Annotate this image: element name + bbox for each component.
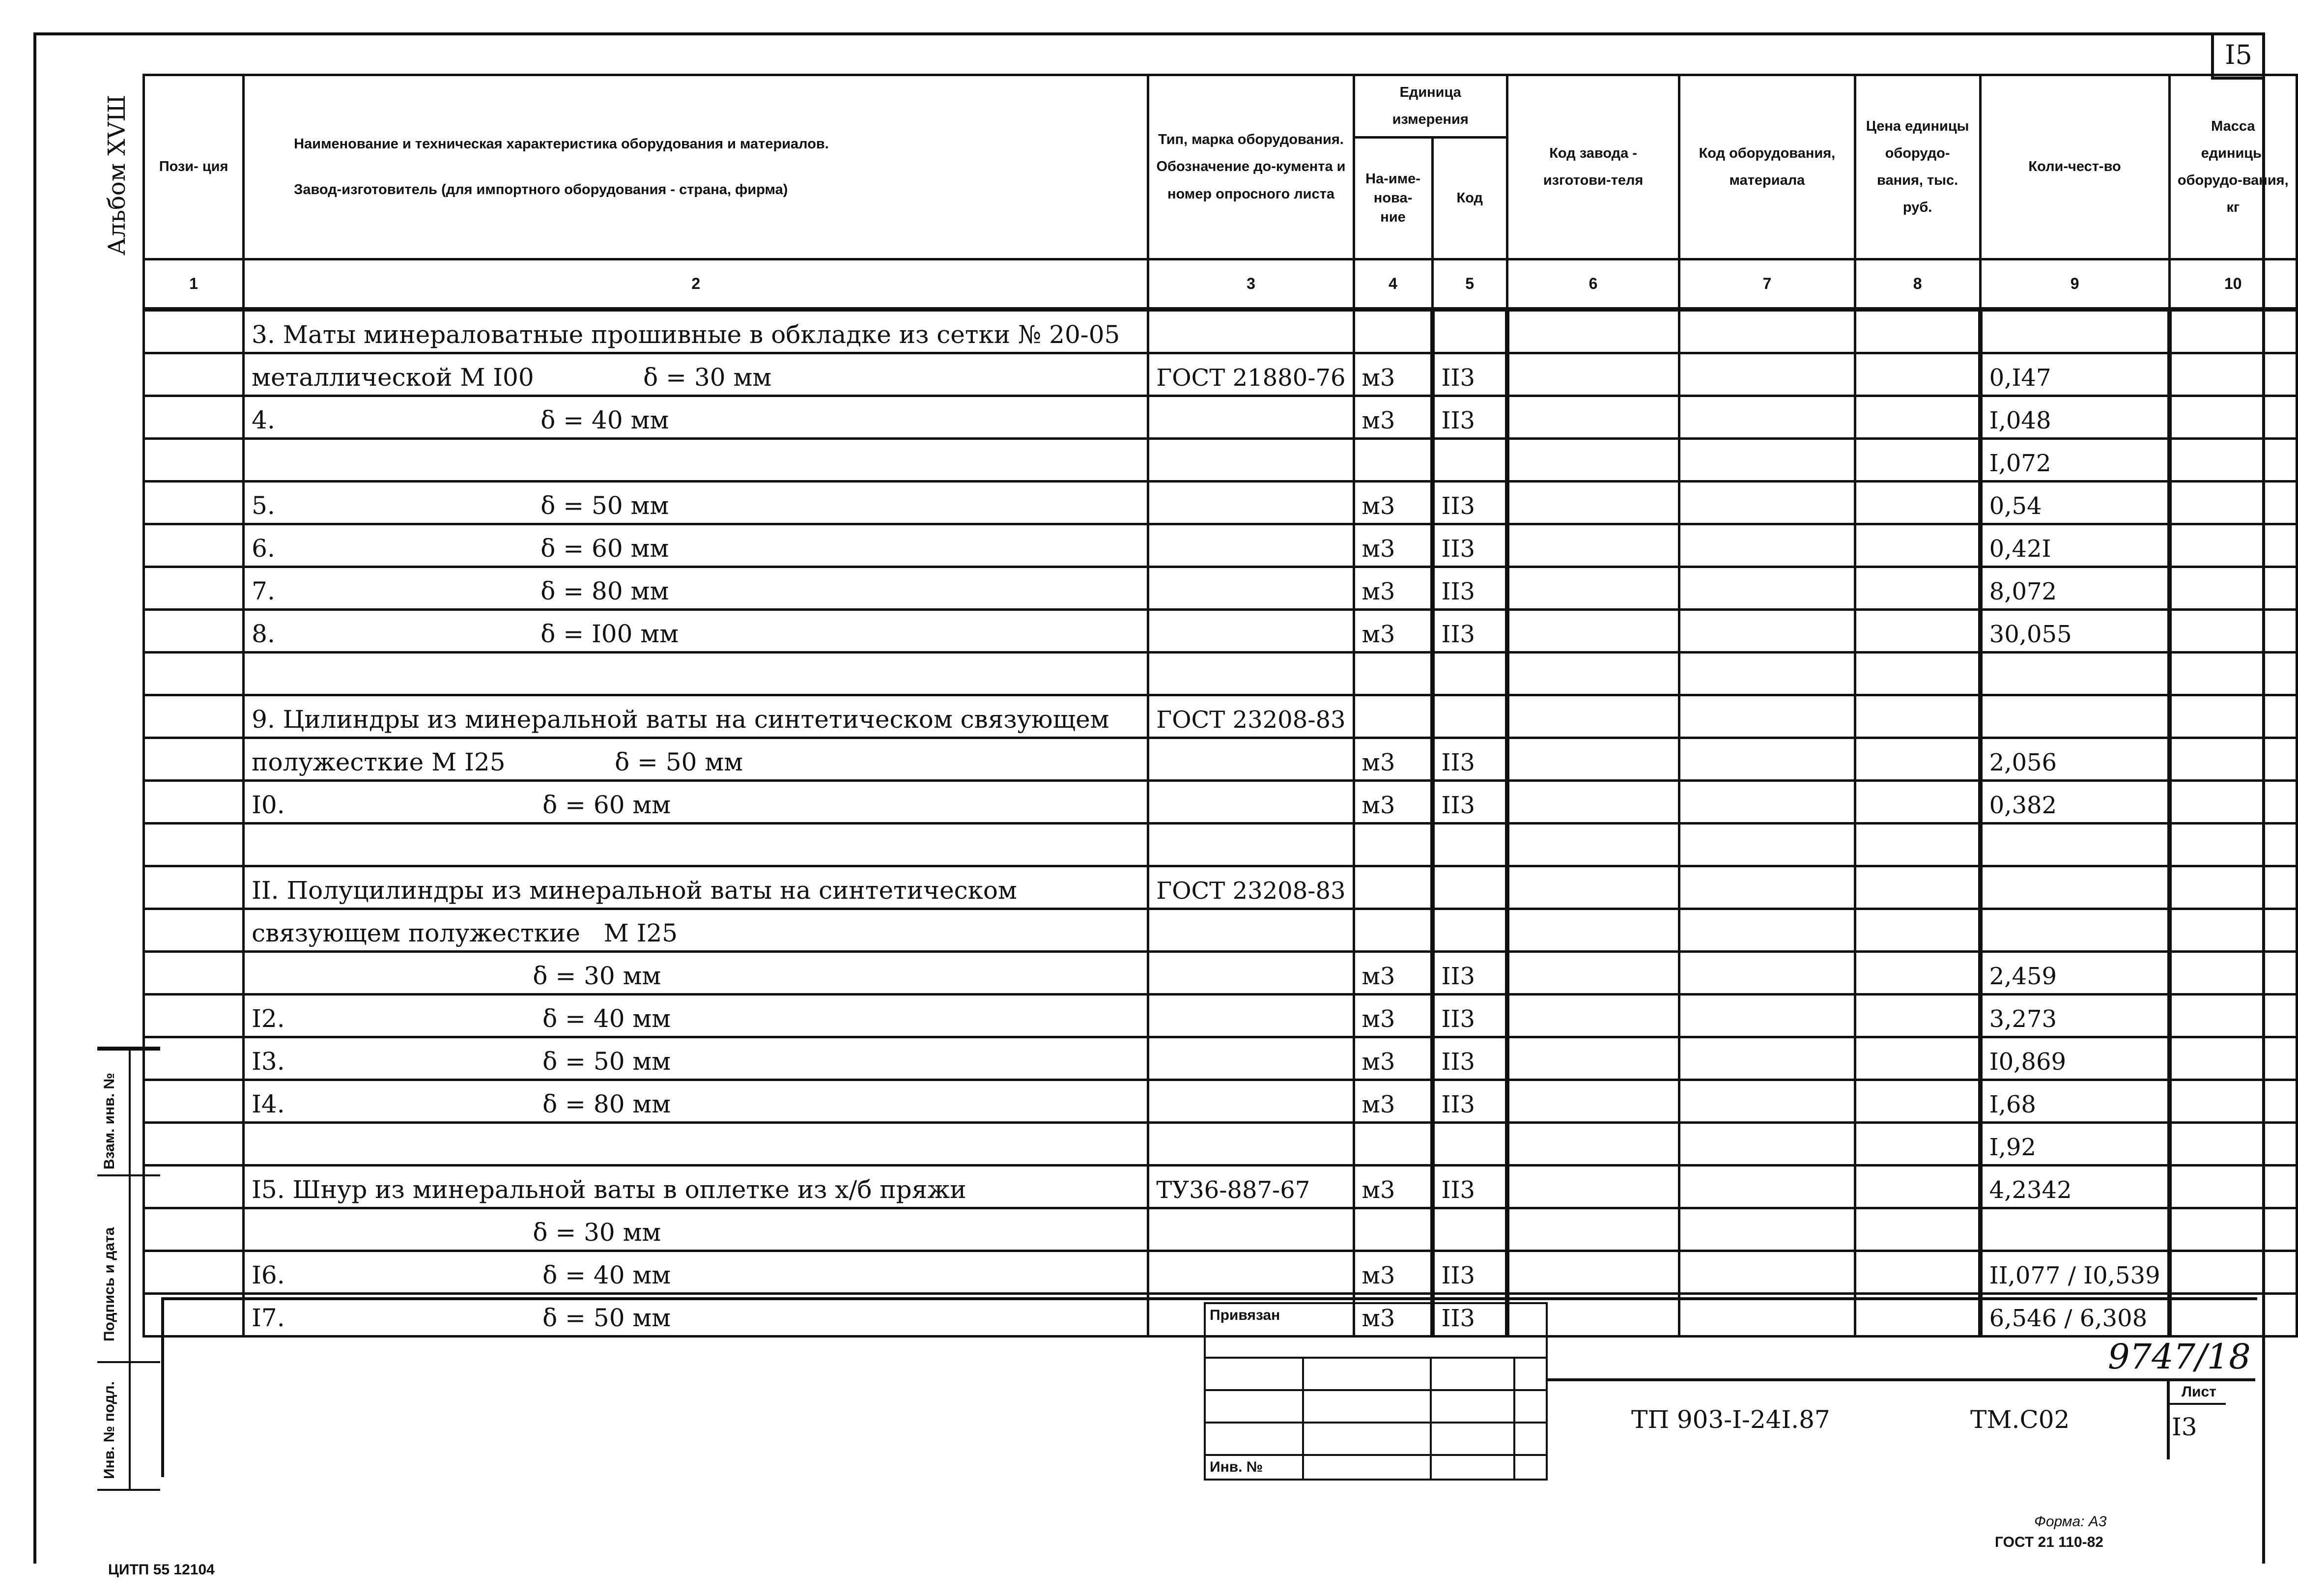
- cell-position: [144, 439, 244, 482]
- cell-quantity: 6,546 / 6,308: [1980, 1294, 2169, 1337]
- cell-name: δ = 30 мм: [244, 1208, 1148, 1251]
- cell-name: II. Полуцилиндры из минеральной ваты на синтетическом: [244, 866, 1148, 909]
- sheet-divider: [2167, 1403, 2226, 1405]
- cell-unit-code: [1432, 310, 1507, 353]
- cell-name: I6. δ = 40 мм: [244, 1251, 1148, 1294]
- cell-unit: м3: [1354, 781, 1432, 824]
- cell-quantity: I,92: [1980, 1123, 2169, 1166]
- cell-position: [144, 353, 244, 396]
- cell-plant-code: [1507, 610, 1679, 653]
- cell-unit-code: II3: [1432, 353, 1507, 396]
- cell-unit-code: [1432, 439, 1507, 482]
- stamp-inv-original: Инв. № подл.: [101, 1381, 117, 1479]
- cell-unit-code: II3: [1432, 1294, 1507, 1337]
- cell-name: I5. Шнур из минеральной ваты в оплетке из х/б пряжи: [244, 1166, 1148, 1208]
- cell-material-code: [1679, 396, 1855, 439]
- cell-name: [244, 1123, 1148, 1166]
- cell-position: [144, 909, 244, 952]
- cell-document: ГОСТ 23208-83: [1148, 866, 1354, 909]
- cell-quantity: 0,54: [1980, 482, 2169, 524]
- cell-document: [1148, 1037, 1354, 1080]
- print-code: ЦИТП 55 12104: [108, 1562, 215, 1578]
- cell-plant-code: [1507, 653, 1679, 695]
- cell-mass: [2169, 396, 2297, 439]
- cell-plant-code: [1507, 781, 1679, 824]
- cell-material-code: [1679, 310, 1855, 353]
- cell-position: [144, 567, 244, 610]
- table-row: [144, 439, 2297, 482]
- cell-price: [1855, 866, 1980, 909]
- cell-price: [1855, 1166, 1980, 1208]
- cell-document: [1148, 439, 1354, 482]
- cell-position: [144, 524, 244, 567]
- cell-document: [1148, 909, 1354, 952]
- cell-quantity: 4,2342: [1980, 1166, 2169, 1208]
- cell-position: [144, 738, 244, 781]
- cell-price: [1855, 781, 1980, 824]
- cell-quantity: 30,055: [1980, 610, 2169, 653]
- cell-unit-code: [1432, 824, 1507, 866]
- cell-plant-code: [1507, 1123, 1679, 1166]
- table-row: [144, 1037, 2297, 1080]
- cell-unit-code: [1432, 695, 1507, 738]
- cell-material-code: [1679, 1208, 1855, 1251]
- cell-price: [1855, 824, 1980, 866]
- cell-price: [1855, 1123, 1980, 1166]
- stamp-divider: [129, 1047, 131, 1489]
- table-row: [144, 310, 2297, 353]
- handwritten-number: 9747/18: [2108, 1337, 2251, 1377]
- header-material-code: Код оборудования, материала: [1679, 75, 1855, 259]
- cell-price: [1855, 439, 1980, 482]
- cell-unit: [1354, 695, 1432, 738]
- column-numbers-row: [144, 259, 2297, 310]
- cell-name: δ = 30 мм: [244, 952, 1148, 995]
- table-row: [144, 1123, 2297, 1166]
- cell-mass: [2169, 353, 2297, 396]
- cell-unit: м3: [1354, 353, 1432, 396]
- table-row: [144, 909, 2297, 952]
- cell-document: [1148, 995, 1354, 1037]
- cell-price: [1855, 695, 1980, 738]
- cell-mass: [2169, 310, 2297, 353]
- cell-position: [144, 310, 244, 353]
- cell-unit: м3: [1354, 1251, 1432, 1294]
- cell-name: I0. δ = 60 мм: [244, 781, 1148, 824]
- cell-price: [1855, 653, 1980, 695]
- table-row: [144, 738, 2297, 781]
- cell-document: ГОСТ 21880-76: [1148, 353, 1354, 396]
- table-row: [144, 653, 2297, 695]
- column-number: 7: [1679, 259, 1855, 310]
- cell-document: ТУ36-887-67: [1148, 1166, 1354, 1208]
- cell-position: [144, 482, 244, 524]
- cell-plant-code: [1507, 824, 1679, 866]
- cell-position: [144, 952, 244, 995]
- cell-name: 3. Маты минераловатные прошивные в обкладке из сетки № 20-05: [244, 310, 1148, 353]
- header-unit-code: Код: [1432, 137, 1507, 259]
- cell-mass: [2169, 1166, 2297, 1208]
- cell-plant-code: [1507, 1166, 1679, 1208]
- cell-quantity: 2,459: [1980, 952, 2169, 995]
- cell-mass: [2169, 524, 2297, 567]
- cell-quantity: 0,I47: [1980, 353, 2169, 396]
- specification-table: [142, 74, 2298, 1338]
- cell-name: 6. δ = 60 мм: [244, 524, 1148, 567]
- cell-name: связующем полужесткие М I25: [244, 909, 1148, 952]
- form-note: Форма: А3: [2034, 1513, 2107, 1530]
- cell-position: [144, 866, 244, 909]
- cell-price: [1855, 909, 1980, 952]
- cell-position: [144, 781, 244, 824]
- stamp-replaced-inv: Взам. инв. №: [101, 1073, 117, 1169]
- cell-position: [144, 653, 244, 695]
- cell-unit-code: [1432, 1208, 1507, 1251]
- table-row: [144, 1251, 2297, 1294]
- column-number: 5: [1432, 259, 1507, 310]
- cell-plant-code: [1507, 695, 1679, 738]
- table-row: [144, 524, 2297, 567]
- cell-price: [1855, 524, 1980, 567]
- cell-material-code: [1679, 1251, 1855, 1294]
- column-number: 3: [1148, 259, 1354, 310]
- cell-document: [1148, 1080, 1354, 1123]
- cell-quantity: [1980, 824, 2169, 866]
- gost-note: ГОСТ 21 110-82: [1995, 1534, 2103, 1550]
- cell-price: [1855, 1037, 1980, 1080]
- table-row: [144, 952, 2297, 995]
- cell-mass: [2169, 439, 2297, 482]
- sheet-corner-number: I5: [2211, 32, 2263, 80]
- header-plant-code: Код завода - изготови-теля: [1507, 75, 1679, 259]
- cell-quantity: [1980, 1208, 2169, 1251]
- cell-document: [1148, 310, 1354, 353]
- column-number: 1: [144, 259, 244, 310]
- header-quantity: Коли-чест-во: [1980, 75, 2169, 259]
- header-unit-group: Единица измерения: [1354, 75, 1507, 138]
- column-number: 10: [2169, 259, 2297, 310]
- cell-plant-code: [1507, 738, 1679, 781]
- cell-document: [1148, 396, 1354, 439]
- header-name: [244, 75, 1148, 259]
- cell-mass: [2169, 909, 2297, 952]
- cell-material-code: [1679, 952, 1855, 995]
- cell-unit: [1354, 824, 1432, 866]
- sheet-label: Лист: [2182, 1384, 2216, 1400]
- cell-name: I4. δ = 80 мм: [244, 1080, 1148, 1123]
- cell-unit-code: [1432, 1123, 1507, 1166]
- cell-quantity: [1980, 866, 2169, 909]
- cell-unit: м3: [1354, 1166, 1432, 1208]
- cell-quantity: 0,42I: [1980, 524, 2169, 567]
- cell-price: [1855, 610, 1980, 653]
- cell-price: [1855, 1251, 1980, 1294]
- cell-position: [144, 610, 244, 653]
- stamp-sign-date: Подпись и дата: [101, 1227, 117, 1341]
- cell-quantity: [1980, 310, 2169, 353]
- cell-mass: [2169, 567, 2297, 610]
- cell-unit: м3: [1354, 1294, 1432, 1337]
- cell-mass: [2169, 952, 2297, 995]
- cell-unit: м3: [1354, 567, 1432, 610]
- cell-quantity: 8,072: [1980, 567, 2169, 610]
- cell-material-code: [1679, 1166, 1855, 1208]
- cell-quantity: II,077 / I0,539: [1980, 1251, 2169, 1294]
- table-row: [144, 567, 2297, 610]
- cell-unit: м3: [1354, 524, 1432, 567]
- cell-unit: м3: [1354, 1037, 1432, 1080]
- cell-plant-code: [1507, 439, 1679, 482]
- cell-mass: [2169, 610, 2297, 653]
- cell-unit-code: II3: [1432, 524, 1507, 567]
- cell-mass: [2169, 824, 2297, 866]
- cell-plant-code: [1507, 909, 1679, 952]
- cell-quantity: I,072: [1980, 439, 2169, 482]
- cell-unit-code: II3: [1432, 1166, 1507, 1208]
- cell-name: полужесткие М I25 δ = 50 мм: [244, 738, 1148, 781]
- cell-plant-code: [1507, 1251, 1679, 1294]
- bound-box: [1204, 1302, 1548, 1475]
- cell-material-code: [1679, 1080, 1855, 1123]
- cell-document: [1148, 824, 1354, 866]
- cell-document: [1148, 524, 1354, 567]
- cell-mass: [2169, 995, 2297, 1037]
- cell-document: [1148, 1123, 1354, 1166]
- cell-material-code: [1679, 1123, 1855, 1166]
- cell-document: [1148, 1208, 1354, 1251]
- cell-document: [1148, 738, 1354, 781]
- header-type-doc: Тип, марка оборудования. Обозначение до-кумента и номер опросного листа: [1148, 75, 1354, 259]
- document-sheet-code: ТМ.С02: [1970, 1405, 2070, 1434]
- cell-position: [144, 396, 244, 439]
- table-row: [144, 482, 2297, 524]
- cell-plant-code: [1507, 995, 1679, 1037]
- header-name-line1: Наименование и техническая характеристика оборудования и материалов.: [294, 136, 829, 152]
- cell-material-code: [1679, 439, 1855, 482]
- cell-mass: [2169, 695, 2297, 738]
- table-row: [144, 1080, 2297, 1123]
- sheet-number: I3: [2172, 1413, 2197, 1441]
- cell-name: 9. Цилиндры из минеральной ваты на синтетическом связующем: [244, 695, 1148, 738]
- cell-document: [1148, 1251, 1354, 1294]
- cell-material-code: [1679, 909, 1855, 952]
- cell-position: [144, 824, 244, 866]
- cell-plant-code: [1507, 353, 1679, 396]
- cell-document: [1148, 781, 1354, 824]
- cell-mass: [2169, 1037, 2297, 1080]
- cell-quantity: 3,273: [1980, 995, 2169, 1037]
- cell-unit: м3: [1354, 952, 1432, 995]
- cell-price: [1855, 310, 1980, 353]
- cell-unit-code: II3: [1432, 610, 1507, 653]
- cell-material-code: [1679, 781, 1855, 824]
- cell-unit: м3: [1354, 995, 1432, 1037]
- table-row: [144, 995, 2297, 1037]
- header-position: Пози- ция: [144, 75, 244, 259]
- cell-quantity: I0,869: [1980, 1037, 2169, 1080]
- column-number: 4: [1354, 259, 1432, 310]
- cell-name: I7. δ = 50 мм: [244, 1294, 1148, 1337]
- header-name-line2: Завод-изготовитель (для импортного оборудования - страна, фирма): [294, 182, 788, 198]
- cell-price: [1855, 738, 1980, 781]
- cell-unit-code: II3: [1432, 567, 1507, 610]
- cell-price: [1855, 353, 1980, 396]
- cell-material-code: [1679, 738, 1855, 781]
- cell-quantity: I,68: [1980, 1080, 2169, 1123]
- cell-quantity: [1980, 653, 2169, 695]
- cell-material-code: [1679, 824, 1855, 866]
- column-number: 8: [1855, 259, 1980, 310]
- cell-unit-code: II3: [1432, 1080, 1507, 1123]
- header-mass: Масса единицы оборудо-вания, кг: [2169, 75, 2297, 259]
- cell-unit: [1354, 439, 1432, 482]
- cell-mass: [2169, 738, 2297, 781]
- cell-material-code: [1679, 866, 1855, 909]
- album-side-label: Альбом XVШ: [103, 95, 131, 256]
- cell-unit-code: II3: [1432, 396, 1507, 439]
- cell-unit-code: II3: [1432, 1251, 1507, 1294]
- table-header-row: [144, 75, 2297, 138]
- cell-material-code: [1679, 1037, 1855, 1080]
- cell-plant-code: [1507, 524, 1679, 567]
- cell-price: [1855, 952, 1980, 995]
- cell-mass: [2169, 866, 2297, 909]
- cell-unit-code: II3: [1432, 952, 1507, 995]
- cell-name: металлической М I00 δ = 30 мм: [244, 353, 1148, 396]
- column-number: 2: [244, 259, 1148, 310]
- document-code: ТП 903-I-24I.87: [1631, 1405, 1830, 1434]
- table-row: [144, 610, 2297, 653]
- cell-name: I2. δ = 40 мм: [244, 995, 1148, 1037]
- cell-plant-code: [1507, 310, 1679, 353]
- cell-material-code: [1679, 610, 1855, 653]
- cell-price: [1855, 567, 1980, 610]
- cell-unit-code: II3: [1432, 482, 1507, 524]
- cell-price: [1855, 1080, 1980, 1123]
- cell-unit-code: [1432, 653, 1507, 695]
- table-row: [144, 824, 2297, 866]
- cell-price: [1855, 396, 1980, 439]
- cell-material-code: [1679, 695, 1855, 738]
- cell-mass: [2169, 1080, 2297, 1123]
- table-row: [144, 695, 2297, 738]
- cell-price: [1855, 1208, 1980, 1251]
- cell-mass: [2169, 1251, 2297, 1294]
- cell-quantity: [1980, 909, 2169, 952]
- table-row: [144, 353, 2297, 396]
- table-row: [144, 1208, 2297, 1251]
- cell-document: [1148, 482, 1354, 524]
- bound-title: Привязан: [1205, 1303, 1547, 1358]
- column-number: 9: [1980, 259, 2169, 310]
- cell-unit-code: II3: [1432, 781, 1507, 824]
- cell-material-code: [1679, 567, 1855, 610]
- cell-quantity: [1980, 695, 2169, 738]
- cell-mass: [2169, 781, 2297, 824]
- cell-material-code: [1679, 653, 1855, 695]
- cell-plant-code: [1507, 866, 1679, 909]
- cell-name: [244, 653, 1148, 695]
- cell-unit: м3: [1354, 738, 1432, 781]
- cell-document: [1148, 952, 1354, 995]
- cell-material-code: [1679, 482, 1855, 524]
- cell-name: 4. δ = 40 мм: [244, 396, 1148, 439]
- cell-plant-code: [1507, 567, 1679, 610]
- cell-position: [144, 695, 244, 738]
- table-row: [144, 396, 2297, 439]
- cell-unit: м3: [1354, 1080, 1432, 1123]
- cell-document: ГОСТ 23208-83: [1148, 695, 1354, 738]
- cell-price: [1855, 482, 1980, 524]
- cell-plant-code: [1507, 952, 1679, 995]
- cell-quantity: 0,382: [1980, 781, 2169, 824]
- cell-document: [1148, 653, 1354, 695]
- cell-name: 8. δ = I00 мм: [244, 610, 1148, 653]
- cell-unit: [1354, 1208, 1432, 1251]
- cell-unit: [1354, 653, 1432, 695]
- cell-unit: [1354, 866, 1432, 909]
- cell-plant-code: [1507, 396, 1679, 439]
- cell-document: [1148, 610, 1354, 653]
- header-unit-name: На-име-нова-ние: [1354, 137, 1432, 259]
- cell-material-code: [1679, 353, 1855, 396]
- cell-mass: [2169, 653, 2297, 695]
- cell-unit: [1354, 909, 1432, 952]
- cell-mass: [2169, 1208, 2297, 1251]
- cell-name: [244, 439, 1148, 482]
- column-number: 6: [1507, 259, 1679, 310]
- cell-unit: м3: [1354, 396, 1432, 439]
- cell-unit: [1354, 310, 1432, 353]
- cell-plant-code: [1507, 1037, 1679, 1080]
- cell-unit-code: II3: [1432, 738, 1507, 781]
- cell-name: [244, 824, 1148, 866]
- cell-unit-code: [1432, 866, 1507, 909]
- table-body: [144, 310, 2297, 1337]
- cell-unit-code: II3: [1432, 1037, 1507, 1080]
- cell-unit: м3: [1354, 482, 1432, 524]
- cell-name: I3. δ = 50 мм: [244, 1037, 1148, 1080]
- cell-plant-code: [1507, 1080, 1679, 1123]
- table-row: [144, 781, 2297, 824]
- cell-quantity: 2,056: [1980, 738, 2169, 781]
- bound-inv-label: Инв. №: [1205, 1455, 1303, 1480]
- cell-name: 5. δ = 50 мм: [244, 482, 1148, 524]
- cell-quantity: I,048: [1980, 396, 2169, 439]
- header-unit-price: Цена единицы оборудо-вания, тыс. руб.: [1855, 75, 1980, 259]
- cell-unit: м3: [1354, 610, 1432, 653]
- cell-unit-code: II3: [1432, 995, 1507, 1037]
- cell-plant-code: [1507, 482, 1679, 524]
- cell-plant-code: [1507, 1208, 1679, 1251]
- table-row: [144, 1166, 2297, 1208]
- cell-material-code: [1679, 995, 1855, 1037]
- cell-mass: [2169, 482, 2297, 524]
- cell-mass: [2169, 1123, 2297, 1166]
- cell-unit: [1354, 1123, 1432, 1166]
- cell-position: [144, 995, 244, 1037]
- table-row: [144, 866, 2297, 909]
- cell-price: [1855, 995, 1980, 1037]
- cell-document: [1148, 567, 1354, 610]
- cell-material-code: [1679, 524, 1855, 567]
- cell-name: 7. δ = 80 мм: [244, 567, 1148, 610]
- cell-unit-code: [1432, 909, 1507, 952]
